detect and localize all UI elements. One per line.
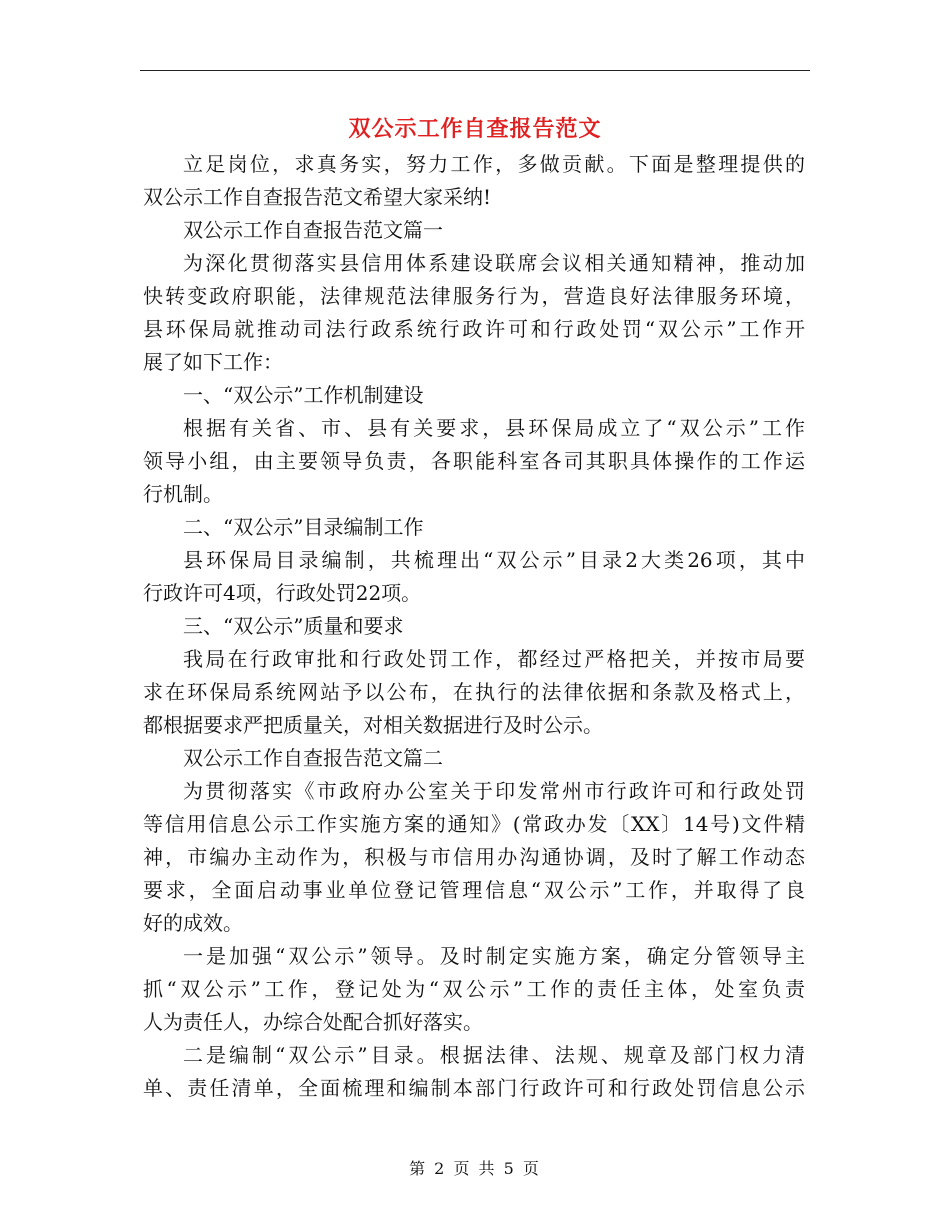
header-rule <box>140 70 810 71</box>
paragraph-line: 根据有关省、市、县有关要求，县环保局成立了“双公示”工作 <box>183 416 805 440</box>
paragraph-line: 神，市编办主动作为，积极与市信用办沟通协调，及时了解工作动态 <box>143 845 805 869</box>
paragraph-line: 立足岗位，求真务实，努力工作，多做贡献。下面是整理提供的 <box>183 152 805 176</box>
paragraph-line: 好的成效。 <box>143 911 243 935</box>
section-heading: 二、“双公示”目录编制工作 <box>183 515 424 539</box>
paragraph-line: 抓“双公示”工作，登记处为“双公示”工作的责任主体，处室负责 <box>143 977 805 1001</box>
paragraph-line: 双公示工作自查报告范文希望大家采纳! <box>143 185 492 209</box>
paragraph-line: 快转变政府职能，法律规范法律服务行为，营造良好法律服务环境， <box>143 284 805 308</box>
section-heading: 三、“双公示”质量和要求 <box>183 614 404 638</box>
document-body <box>143 148 805 1105</box>
paragraph-line: 都根据要求严把质量关，对相关数据进行及时公示。 <box>143 713 603 737</box>
paragraph-line: 行机制。 <box>143 482 223 506</box>
paragraph-line: 领导小组，由主要领导负责，各职能科室各司其职具体操作的工作运 <box>143 449 805 473</box>
paragraph-line: 二是编制“双公示”目录。根据法律、法规、规章及部门权力清 <box>183 1043 805 1067</box>
paragraph-line: 单、责任清单，全面梳理和编制本部门行政许可和行政处罚信息公示 <box>143 1076 805 1100</box>
paragraph-line: 为深化贯彻落实县信用体系建设联席会议相关通知精神，推动加 <box>183 251 805 275</box>
paragraph-line: 我局在行政审批和行政处罚工作，都经过严格把关，并按市局要 <box>183 647 805 671</box>
page-number: 第 2 页 共 5 页 <box>409 1159 541 1178</box>
paragraph-line: 人为责任人，办综合处配合抓好落实。 <box>143 1010 483 1034</box>
paragraph-line: 行政许可4项，行政处罚22项。 <box>143 581 422 605</box>
paragraph-line: 为贯彻落实《市政府办公室关于印发常州市行政许可和行政处罚 <box>183 779 805 803</box>
paragraph-line: 求在环保局系统网站予以公布，在执行的法律依据和条款及格式上， <box>143 680 805 704</box>
section-heading: 双公示工作自查报告范文篇一 <box>183 218 443 242</box>
paragraph-line: 一是加强“双公示”领导。及时制定实施方案，确定分管领导主 <box>183 944 805 968</box>
document-title: 双公示工作自查报告范文 <box>348 116 602 142</box>
paragraph-line: 要求，全面启动事业单位登记管理信息“双公示”工作，并取得了良 <box>143 878 805 902</box>
paragraph-line: 县环保局目录编制，共梳理出“双公示”目录2大类26项，其中 <box>183 548 805 572</box>
section-heading: 双公示工作自查报告范文篇二 <box>183 746 443 770</box>
paragraph-line: 展了如下工作： <box>143 350 283 374</box>
paragraph-line: 县环保局就推动司法行政系统行政许可和行政处罚“双公示”工作开 <box>143 317 805 341</box>
paragraph-line: 等信用信息公示工作实施方案的通知》(常政办发〔XX〕14号)文件精 <box>143 812 805 836</box>
section-heading: 一、“双公示”工作机制建设 <box>183 383 424 407</box>
